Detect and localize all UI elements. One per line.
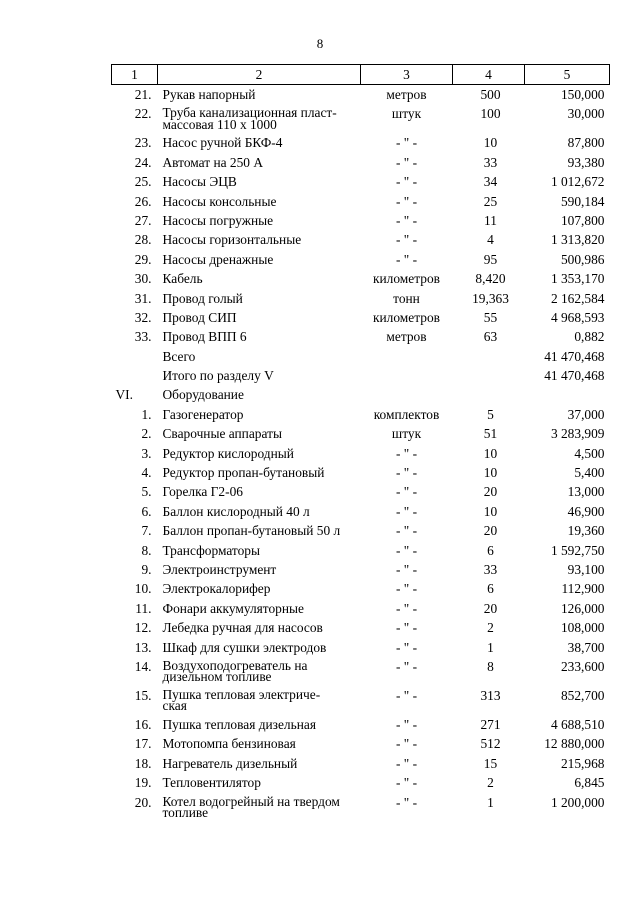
item-name-line: Тепловентилятор: [162, 775, 261, 791]
table-row: [112, 485, 610, 504]
item-name: [158, 214, 361, 233]
item-quantity: 15: [483, 755, 498, 771]
table-body: [112, 85, 610, 825]
item-name: [158, 776, 361, 795]
item-quantity: 95: [483, 251, 498, 267]
item-name: [158, 233, 361, 252]
item-name-line: Воздухоподогреватель на: [162, 657, 308, 673]
item-quantity: 33: [483, 154, 498, 170]
item-unit: - " -: [395, 755, 418, 771]
table-row: [112, 330, 610, 349]
item-sum: 1 200,000: [550, 794, 605, 810]
item-quantity: 1: [487, 794, 494, 810]
item-name-line: Баллон пропан-бутановый 50 л: [162, 523, 341, 539]
item-name-line: Электрокалорифер: [162, 581, 271, 597]
row-number: 29.: [134, 251, 152, 267]
row-number: 16.: [134, 716, 152, 732]
item-name: [158, 718, 361, 737]
item-quantity: 6: [487, 581, 494, 597]
item-name: [158, 253, 361, 272]
row-number: 9.: [141, 561, 152, 577]
item-unit: - " -: [395, 465, 418, 481]
table-row: [112, 660, 610, 689]
item-name-line: Фонари аккумуляторные: [162, 600, 304, 616]
item-quantity: 5: [487, 406, 494, 422]
item-name-line: топливе: [162, 804, 209, 820]
item-sum: 215,968: [560, 755, 605, 771]
table-row: [112, 582, 610, 601]
item-name-line: Кабель: [162, 271, 203, 287]
item-name: [158, 563, 361, 582]
item-sum: 107,800: [560, 212, 605, 228]
item-name: [158, 156, 361, 175]
item-sum: 1 353,170: [550, 271, 605, 287]
item-name-line: Всего: [162, 348, 196, 364]
item-sum: 0,882: [574, 329, 605, 345]
item-sum: 6,845: [574, 775, 605, 791]
item-name: [158, 272, 361, 291]
item-sum: 233,600: [560, 658, 605, 674]
item-name-line: Автомат на 250 А: [162, 154, 264, 170]
item-name-line: Пушка тепловая дизельная: [162, 716, 316, 732]
item-quantity: 20: [483, 600, 498, 616]
item-name-line: Горелка Г2-06: [162, 484, 243, 500]
column-header: 4: [453, 65, 525, 85]
item-quantity: 19,363: [472, 290, 509, 306]
item-quantity: 10: [483, 465, 498, 481]
item-unit: [361, 369, 453, 388]
item-quantity: 10: [483, 503, 498, 519]
item-sum: 150,000: [560, 87, 605, 102]
row-number: 33.: [134, 329, 152, 345]
item-quantity: 20: [483, 523, 498, 539]
row-number: 2.: [141, 426, 152, 442]
item-sum: 126,000: [560, 600, 605, 616]
item-quantity: 313: [480, 687, 501, 703]
item-name-line: ская: [162, 698, 187, 714]
item-name: [158, 582, 361, 601]
item-name-line: Труба канализационная пласт-: [162, 105, 337, 121]
item-name: [158, 524, 361, 543]
table-row: [112, 524, 610, 543]
item-sum: 1 313,820: [550, 232, 605, 248]
item-unit: - " -: [395, 581, 418, 597]
item-sum: [525, 388, 610, 407]
item-unit: - " -: [395, 600, 418, 616]
row-number: VI.: [115, 387, 133, 403]
row-number: 13.: [134, 639, 152, 655]
table-row: [112, 292, 610, 311]
item-name-line: Электроинструмент: [162, 561, 277, 577]
item-quantity: 4: [487, 232, 494, 248]
row-number: 26.: [134, 193, 152, 209]
item-name-line: Нагреватель дизельный: [162, 755, 298, 771]
table-row: [112, 175, 610, 194]
table-row: [112, 156, 610, 175]
item-sum: 590,184: [560, 193, 605, 209]
item-name-line: Насосы консольные: [162, 193, 277, 209]
item-unit: тонн: [393, 290, 420, 306]
item-unit: - " -: [395, 775, 418, 791]
item-unit: - " -: [395, 154, 418, 170]
row-number: 32.: [134, 309, 152, 325]
column-header: 5: [525, 65, 610, 85]
item-unit: - " -: [395, 736, 418, 752]
item-name: [158, 175, 361, 194]
item-quantity: 10: [483, 135, 498, 151]
item-sum: 93,100: [567, 561, 605, 577]
item-name: [158, 544, 361, 563]
item-sum: 3 283,909: [550, 426, 605, 442]
row-number: 3.: [141, 445, 152, 461]
item-quantity: 2: [487, 775, 494, 791]
item-unit: метров: [386, 329, 427, 345]
table-row: [112, 195, 610, 214]
row-number: 1.: [141, 406, 152, 422]
table-row: [112, 544, 610, 563]
item-unit: - " -: [395, 620, 418, 636]
row-number: 4.: [141, 465, 152, 481]
item-unit: - " -: [395, 445, 418, 461]
item-name-line: Рукав напорный: [162, 87, 256, 102]
item-sum: 4,500: [574, 445, 605, 461]
column-header: 1: [112, 65, 158, 85]
item-name-line: Котел водогрейный на твердом: [162, 793, 340, 809]
item-sum: 1 012,672: [550, 174, 605, 190]
item-quantity: 33: [483, 561, 498, 577]
table-row: [112, 272, 610, 291]
item-name: [158, 369, 361, 388]
item-quantity: 500: [480, 87, 501, 102]
table-row: [112, 466, 610, 485]
table-row: [112, 689, 610, 718]
item-name-line: Пушка тепловая электриче-: [162, 686, 321, 702]
item-sum: 500,986: [560, 251, 605, 267]
item-unit: [361, 388, 453, 407]
item-name: [158, 757, 361, 776]
item-name-line: Итого по разделу V: [162, 368, 274, 384]
item-name-line: Сварочные аппараты: [162, 426, 282, 442]
row-number: 19.: [134, 775, 152, 791]
row-number: 23.: [134, 135, 152, 151]
item-name: [158, 350, 361, 369]
row-number: 8.: [141, 542, 152, 558]
item-name-line: Насосы ЭЦВ: [162, 174, 237, 190]
item-name: [158, 427, 361, 446]
row-number: 12.: [134, 620, 152, 636]
item-quantity: 8: [487, 658, 494, 674]
table-row: [112, 505, 610, 524]
item-name-line: Баллон кислородный 40 л: [162, 503, 310, 519]
item-unit: штук: [391, 106, 422, 122]
row-number: 6.: [141, 503, 152, 519]
item-unit: [361, 350, 453, 369]
row-number: [112, 350, 158, 369]
row-number: 7.: [141, 523, 152, 539]
table-row: [112, 350, 610, 369]
item-name-line: Трансформаторы: [162, 542, 260, 558]
item-quantity: 8,420: [475, 271, 506, 287]
item-sum: 2 162,584: [550, 290, 605, 306]
item-name: [158, 621, 361, 640]
item-name: [158, 447, 361, 466]
item-name: [158, 388, 361, 407]
table-row: [112, 621, 610, 640]
item-unit: - " -: [395, 639, 418, 655]
item-unit: километров: [373, 309, 440, 325]
table-row: [112, 85, 610, 108]
item-sum: 852,700: [560, 687, 605, 703]
item-name: [158, 195, 361, 214]
item-sum: 1 592,750: [550, 542, 605, 558]
item-sum: 108,000: [560, 620, 605, 636]
page-number: 8: [316, 36, 324, 51]
item-quantity: 271: [480, 716, 501, 732]
item-name: [158, 136, 361, 155]
table-row: [112, 369, 610, 388]
item-unit: - " -: [395, 484, 418, 500]
table-row: [112, 427, 610, 446]
item-sum: 38,700: [567, 639, 605, 655]
row-number: 28.: [134, 232, 152, 248]
item-quantity: [453, 369, 525, 388]
table-row: [112, 796, 610, 825]
table-row: [112, 233, 610, 252]
item-sum: 41 470,468: [544, 368, 605, 384]
item-quantity: 34: [483, 174, 498, 190]
item-unit: - " -: [395, 542, 418, 558]
item-name-line: Лебедка ручная для насосов: [162, 620, 323, 636]
item-quantity: 100: [480, 106, 501, 122]
item-quantity: [453, 350, 525, 369]
item-sum: 37,000: [567, 406, 605, 422]
item-unit: - " -: [395, 193, 418, 209]
item-unit: - " -: [395, 523, 418, 539]
item-name: [158, 485, 361, 504]
item-unit: метров: [386, 87, 427, 102]
item-sum: 5,400: [574, 465, 605, 481]
item-name: [158, 793, 361, 825]
item-name: [158, 737, 361, 756]
table-row: [112, 311, 610, 330]
item-name-line: дизельном топливе: [162, 669, 272, 685]
table-row: [112, 757, 610, 776]
row-number: 24.: [134, 154, 152, 170]
item-quantity: 1: [487, 639, 494, 655]
item-unit: - " -: [395, 212, 418, 228]
table-row: [112, 214, 610, 233]
item-sum: 4 968,593: [550, 309, 605, 325]
table-row: [112, 107, 610, 136]
item-name-line: Редуктор пропан-бутановый: [162, 465, 325, 481]
item-unit: - " -: [395, 561, 418, 577]
item-quantity: 10: [483, 445, 498, 461]
row-number: 27.: [134, 212, 152, 228]
table-row: [112, 718, 610, 737]
table-row: [112, 602, 610, 621]
row-number: 25.: [134, 174, 152, 190]
row-number: 18.: [134, 755, 152, 771]
item-quantity: 2: [487, 620, 494, 636]
row-number: 17.: [134, 736, 152, 752]
table-row: [112, 408, 610, 427]
item-sum: 30,000: [567, 106, 605, 122]
equipment-table: [111, 64, 610, 825]
table-row: [112, 776, 610, 795]
item-unit: - " -: [395, 794, 418, 810]
item-unit: - " -: [395, 687, 418, 703]
table-header-row: [112, 65, 610, 85]
item-name-line: Провод ВПП 6: [162, 329, 247, 345]
row-number: 15.: [134, 687, 152, 703]
row-number: [112, 369, 158, 388]
row-number: 14.: [134, 658, 152, 674]
row-number: 20.: [134, 794, 152, 810]
item-unit: - " -: [395, 716, 418, 732]
row-number: 10.: [134, 581, 152, 597]
table-row: [112, 563, 610, 582]
item-sum: 12 880,000: [544, 736, 605, 752]
item-name: [158, 311, 361, 330]
item-name: [158, 505, 361, 524]
row-number: 30.: [134, 271, 152, 287]
item-name-line: Мотопомпа бензиновая: [162, 736, 296, 752]
row-number: 11.: [135, 600, 152, 616]
item-name: [158, 330, 361, 349]
column-header: 2: [158, 65, 361, 85]
table-row: [112, 136, 610, 155]
item-name-line: Насосы горизонтальные: [162, 232, 302, 248]
item-sum: 19,360: [567, 523, 605, 539]
item-quantity: 6: [487, 542, 494, 558]
item-unit: - " -: [395, 658, 418, 674]
row-number: 21.: [134, 87, 152, 102]
item-sum: 13,000: [567, 484, 605, 500]
section-row: [112, 388, 610, 407]
item-quantity: 55: [483, 309, 498, 325]
table-row: [112, 447, 610, 466]
table-row: [112, 253, 610, 272]
item-name: [158, 466, 361, 485]
item-unit: штук: [391, 426, 422, 442]
item-name: [158, 686, 361, 718]
item-quantity: 25: [483, 193, 498, 209]
item-name: [158, 602, 361, 621]
item-quantity: [453, 388, 525, 407]
item-name-line: Провод голый: [162, 290, 243, 306]
item-name-line: Насос ручной БКФ-4: [162, 135, 283, 151]
item-sum: 4 688,510: [550, 716, 605, 732]
item-name-line: Провод СИП: [162, 309, 237, 325]
item-unit: - " -: [395, 135, 418, 151]
item-name-line: Газогенератор: [162, 406, 244, 422]
item-name-line: Насосы погружные: [162, 212, 274, 228]
item-name: [158, 292, 361, 311]
item-name-line: Насосы дренажные: [162, 251, 274, 267]
item-name: [158, 107, 361, 136]
item-quantity: 63: [483, 329, 498, 345]
item-name: [158, 657, 361, 689]
item-unit: - " -: [395, 503, 418, 519]
row-number: 31.: [134, 290, 152, 306]
item-name-line: Оборудование: [162, 387, 244, 403]
item-sum: 87,800: [567, 135, 605, 151]
item-unit: - " -: [395, 174, 418, 190]
item-sum: 93,380: [567, 154, 605, 170]
item-quantity: 20: [483, 484, 498, 500]
row-number: 5.: [141, 484, 152, 500]
item-sum: 46,900: [567, 503, 605, 519]
item-unit: - " -: [395, 251, 418, 267]
row-number: 22.: [134, 106, 152, 122]
item-quantity: 51: [483, 426, 498, 442]
item-name: [158, 408, 361, 427]
item-name-line: Шкаф для сушки электродов: [162, 639, 327, 655]
item-unit: километров: [373, 271, 440, 287]
item-unit: комплектов: [373, 406, 440, 422]
item-quantity: 512: [480, 736, 501, 752]
item-name-line: массовая 110 х 1000: [162, 116, 277, 132]
item-sum: 112,900: [561, 581, 605, 597]
table-row: [112, 737, 610, 756]
item-name: [158, 85, 361, 108]
item-sum: 41 470,468: [544, 348, 605, 364]
column-header: 3: [361, 65, 453, 85]
item-quantity: 11: [484, 212, 497, 228]
item-name-line: Редуктор кислородный: [162, 445, 294, 461]
item-unit: - " -: [395, 232, 418, 248]
